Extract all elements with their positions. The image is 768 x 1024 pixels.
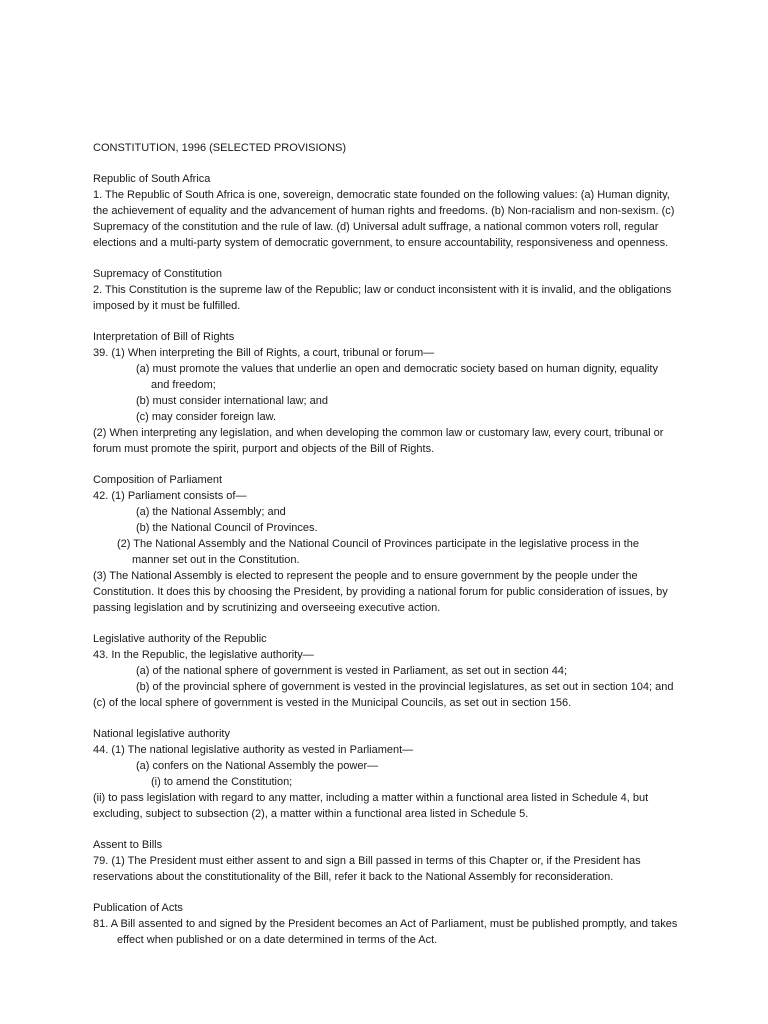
section-text: 81. A Bill assented to and signed by the President becomes an Act of Parliament, must be published promptly, and takes effect when published or on a date determined in terms of the Act. [93, 918, 678, 946]
clause-item-b: (b) the National Council of Provinces. [136, 522, 318, 534]
section-43 [93, 631, 678, 711]
section-heading: Supremacy of Constitution [93, 268, 223, 280]
subsection-2: (2) When interpreting any legislation, and when developing the common law or customary law, every court, tribunal or forum must promote the spirit, purport and objects of the Bill of Rights. [93, 427, 664, 455]
clause-item-a: (a) the National Assembly; and [136, 506, 286, 518]
subsection-3: (3) The National Assembly is elected to represent the people and to ensure government by the people under the Constitution. It does this by choosing the President, by providing a national forum for public consideration of issues, by passing legislation and by scrutinizing and overseeing executive action. [93, 570, 668, 614]
section-heading: Republic of South Africa [93, 173, 211, 185]
clause-item-c: (c) of the local sphere of government is vested in the Municipal Councils, as set out in section 156. [93, 697, 572, 709]
clause-item-b: (b) must consider international law; and [136, 395, 328, 407]
clause-item-i: (i) to amend the Constitution; [151, 776, 293, 788]
clause-item-a: (a) must promote the values that underlie an open and democratic society based on human dignity, equality and freedom; [136, 363, 658, 391]
clause-item-b: (b) of the provincial sphere of government is vested in the provincial legislatures, as set out in section 104; and [136, 681, 674, 693]
clause-item-a: (a) of the national sphere of government is vested in Parliament, as set out in section 44; [136, 665, 568, 677]
section-text: 1. The Republic of South Africa is one, sovereign, democratic state founded on the following values: (a) Human dignity, the achievement of equality and the advancement of human rights and freedoms. (b) Non-racialism and non-sexism. (c) Supremacy of the constitution and the rule of law. (d) Universal adult suffrage, a national common voters roll, regular elections and a multi-party system of democratic government, to ensure accountability, responsiveness and openness. [93, 189, 675, 249]
document-page [93, 140, 678, 963]
clause-item-a: (a) confers on the National Assembly the power— [136, 760, 379, 772]
section-1 [93, 171, 678, 251]
section-2 [93, 266, 678, 314]
section-heading: Legislative authority of the Republic [93, 633, 267, 645]
section-42 [93, 472, 678, 616]
section-79 [93, 837, 678, 885]
clause-item-ii: (ii) to pass legislation with regard to any matter, including a matter within a functional area listed in Schedule 4, but excluding, subject to subsection (2), a matter within a functional area listed in Schedule 5. [93, 792, 649, 820]
section-heading: Composition of Parliament [93, 474, 223, 486]
section-text: 79. (1) The President must either assent to and sign a Bill passed in terms of this Chapter or, if the President has reservations about the constitutionality of the Bill, refer it back to the National Assembly for reconsideration. [93, 855, 641, 883]
clause-lead: 43. In the Republic, the legislative authority— [93, 649, 314, 661]
section-heading: Publication of Acts [93, 902, 183, 914]
section-81 [93, 900, 678, 948]
section-heading: Interpretation of Bill of Rights [93, 331, 235, 343]
subsection-2: (2) The National Assembly and the National Council of Provinces participate in the legislative process in the manner set out in the Constitution. [117, 538, 639, 566]
clause-lead: 44. (1) The national legislative authority as vested in Parliament— [93, 744, 414, 756]
clause-item-c: (c) may consider foreign law. [136, 411, 276, 423]
section-heading: National legislative authority [93, 728, 230, 740]
section-39 [93, 329, 678, 457]
document-title: CONSTITUTION, 1996 (SELECTED PROVISIONS) [93, 142, 347, 154]
section-heading: Assent to Bills [93, 839, 163, 851]
section-text: 2. This Constitution is the supreme law of the Republic; law or conduct inconsistent with it is invalid, and the obligations imposed by it must be fulfilled. [93, 284, 672, 312]
section-44 [93, 726, 678, 822]
clause-lead: 39. (1) When interpreting the Bill of Rights, a court, tribunal or forum— [93, 347, 435, 359]
clause-lead: 42. (1) Parliament consists of— [93, 490, 247, 502]
